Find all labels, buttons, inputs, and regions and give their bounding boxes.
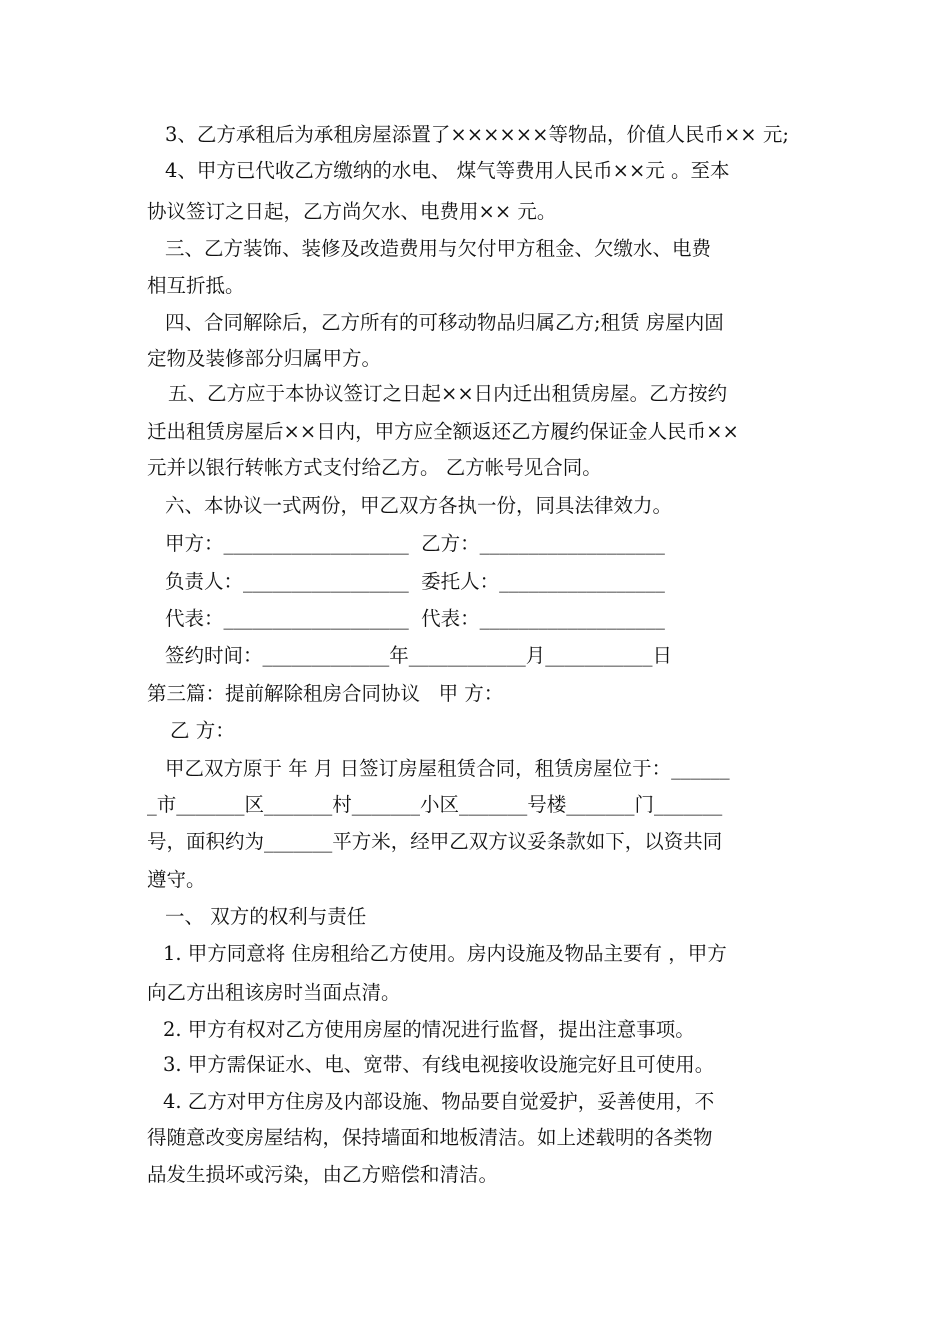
para-line: 向乙方出租该房时当面点清。 [147, 981, 401, 1004]
para-line: 遵守。 [147, 868, 206, 891]
para-line: 4. 乙方对甲方住房及内部设施、物品要自觉爱护，妥善使用，不 [163, 1090, 715, 1113]
para-line: 相互折抵。 [147, 274, 245, 297]
para-line: 三、乙方装饰、装修及改造费用与欠付甲方租金、欠缴水、电费 [165, 237, 712, 260]
para-line: 4、甲方已代收乙方缴纳的水电、 煤气等费用人民币××元 。至本 [165, 159, 730, 182]
signature-line: 代表：___________________ 代表：___________________ [165, 607, 665, 630]
section-heading: 第三篇：提前解除租房合同协议 甲 方： [147, 682, 504, 705]
para-line: 号，面积约为_______平方米，经甲乙双方议妥条款如下，以资共同 [147, 830, 723, 853]
para-line: _市_______区_______村_______小区_______号楼_______门_______ [147, 793, 723, 816]
para-line: 定物及装修部分归属甲方。 [147, 347, 382, 370]
para-line: 3. 甲方需保证水、电、宽带、有线电视接收设施完好且可使用。 [163, 1053, 715, 1076]
para-line: 五、乙方应于本协议签订之日起××日内迁出租赁房屋。乙方按约 [168, 382, 728, 405]
para-line: 乙 方： [170, 719, 235, 742]
signature-date-line: 签约时间：_____________年____________月___________日 [165, 644, 673, 667]
para-line: 甲乙双方原于 年 月 日签订房屋租赁合同，租赁房屋位于：______ [165, 757, 730, 780]
para-line: 协议签订之日起，乙方尚欠水、电费用×× 元。 [147, 200, 557, 223]
signature-line: 甲方：___________________ 乙方：___________________ [165, 532, 665, 555]
para-line: 3、乙方承租后为承租房屋添置了××××××等物品，价值人民币×× 元; [165, 123, 789, 146]
para-line: 2. 甲方有权对乙方使用房屋的情况进行监督，提出注意事项。 [163, 1018, 695, 1041]
para-line: 1. 甲方同意将 住房租给乙方使用。房内设施及物品主要有 ，甲方 [163, 942, 727, 965]
para-line: 迁出租赁房屋后××日内，甲方应全额返还乙方履约保证金人民币×× [147, 420, 739, 443]
para-line: 六、本协议一式两份，甲乙双方各执一份，同具法律效力。 [165, 494, 673, 517]
para-line: 得随意改变房屋结构，保持墙面和地板清洁。如上述载明的各类物 [147, 1126, 713, 1149]
para-line: 元并以银行转帐方式支付给乙方。 乙方帐号见合同。 [147, 456, 602, 479]
signature-line: 负责人：_________________ 委托人：_________________ [165, 570, 665, 593]
para-line: 品发生损坏或污染，由乙方赔偿和清洁。 [147, 1163, 499, 1186]
para-line: 四、合同解除后，乙方所有的可移动物品归属乙方;租赁 房屋内固 [165, 311, 724, 334]
subheading: 一、 双方的权利与责任 [165, 905, 367, 928]
